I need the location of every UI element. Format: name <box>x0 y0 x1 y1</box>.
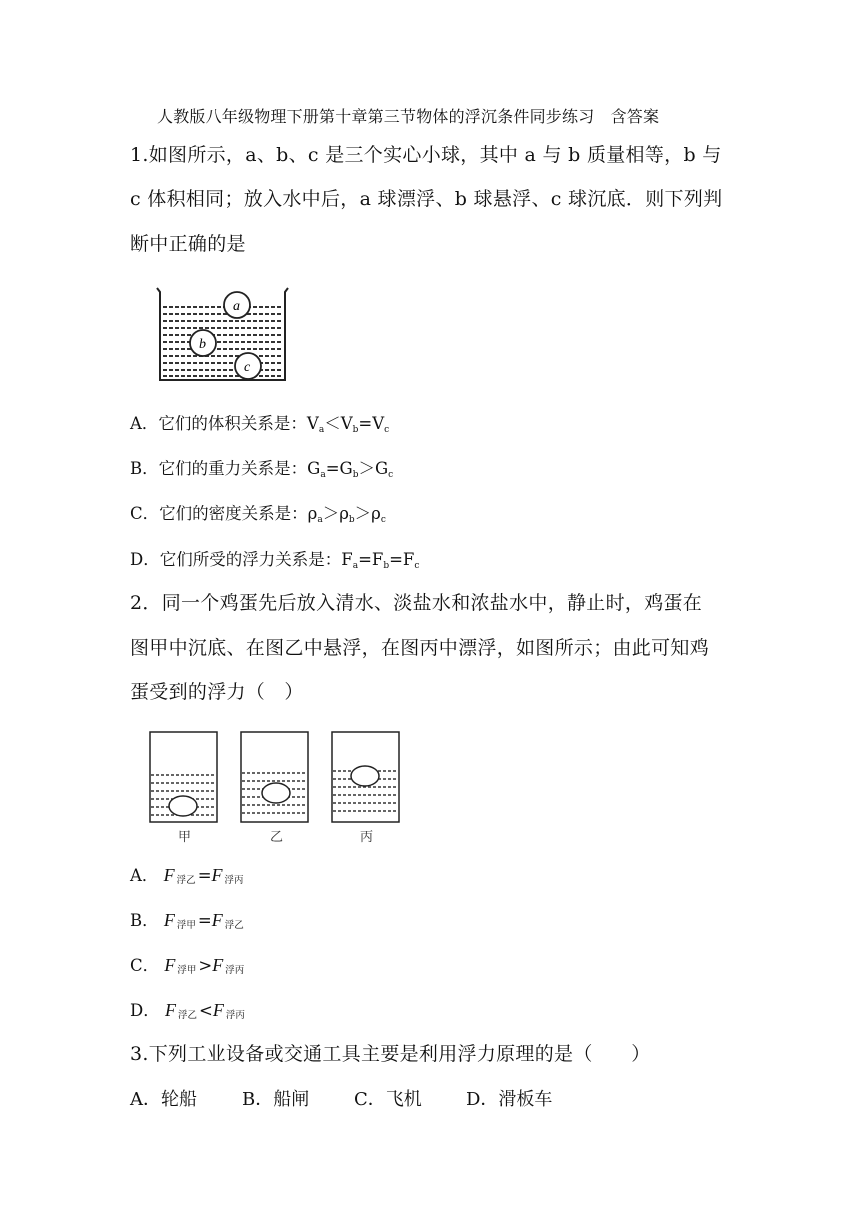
q3-option-d[interactable]: D．滑板车 <box>466 1089 553 1110</box>
page-title: 人教版八年级物理下册第十章第三节物体的浮沉条件同步练习 含答案 <box>157 107 660 126</box>
q3-option-b[interactable]: B．船闸 <box>242 1089 310 1110</box>
q2-option-d[interactable]: D． F 浮乙 <F 浮丙 <box>130 1000 245 1021</box>
ball-b-label: b <box>199 337 206 352</box>
q2-beaker-yi <box>240 731 310 824</box>
q2-beaker-jia <box>149 731 219 824</box>
q2-beaker-bing <box>331 731 401 824</box>
q2-stem-line-3: 蛋受到的浮力（ ） <box>130 681 304 703</box>
ball-a-label: a <box>233 299 240 314</box>
q3-option-a[interactable]: A．轮船 <box>130 1089 197 1110</box>
q1-option-c[interactable]: C．它们的密度关系是：$\rho_a>\rho_b>\rho_c$ <box>130 504 386 525</box>
q1-stem-line-2: c 体积相同；放入水中后，a 球漂浮、b 球悬浮、c 球沉底．则下列判 <box>130 188 723 210</box>
q2-option-a[interactable]: A． F 浮乙 =F 浮丙 <box>130 865 244 886</box>
q1-option-a[interactable]: A．它们的体积关系是：$V_a<V_b=V_c$ <box>130 414 390 435</box>
caption-jia: 甲 <box>178 830 192 845</box>
q1-stem-line-1: 1.如图所示，a、b、c 是三个实心小球，其中 a 与 b 质量相等，b 与 <box>130 144 722 166</box>
q3-options <box>130 1085 552 1111</box>
q2-stem-line-1: 2．同一个鸡蛋先后放入清水、淡盐水和浓盐水中，静止时，鸡蛋在 <box>130 592 703 614</box>
q1-option-b[interactable]: B．它们的重力关系是：$G_a=G_b>G_c$ <box>130 459 394 480</box>
ball-c-label: c <box>244 360 251 375</box>
q2-option-c[interactable]: C． F 浮甲 >F 浮丙 <box>130 955 245 976</box>
egg <box>169 796 197 816</box>
q2-option-b[interactable]: B． F 浮甲 =F 浮乙 <box>130 910 244 931</box>
caption-bing: 丙 <box>360 830 374 845</box>
q3-stem: 3.下列工业设备或交通工具主要是利用浮力原理的是（ ） <box>130 1043 651 1065</box>
egg <box>262 783 290 803</box>
q3-option-c[interactable]: C．飞机 <box>354 1089 422 1110</box>
q2-stem-line-2: 图甲中沉底、在图乙中悬浮，在图丙中漂浮，如图所示；由此可知鸡 <box>130 637 710 659</box>
q1-option-d[interactable]: D．它们所受的浮力关系是：$F_a=F_b=F_c$ <box>130 550 420 571</box>
q1-stem-line-3: 断中正确的是 <box>130 233 246 255</box>
egg <box>351 766 379 786</box>
q1-beaker-figure <box>155 286 290 386</box>
caption-yi: 乙 <box>270 830 284 845</box>
